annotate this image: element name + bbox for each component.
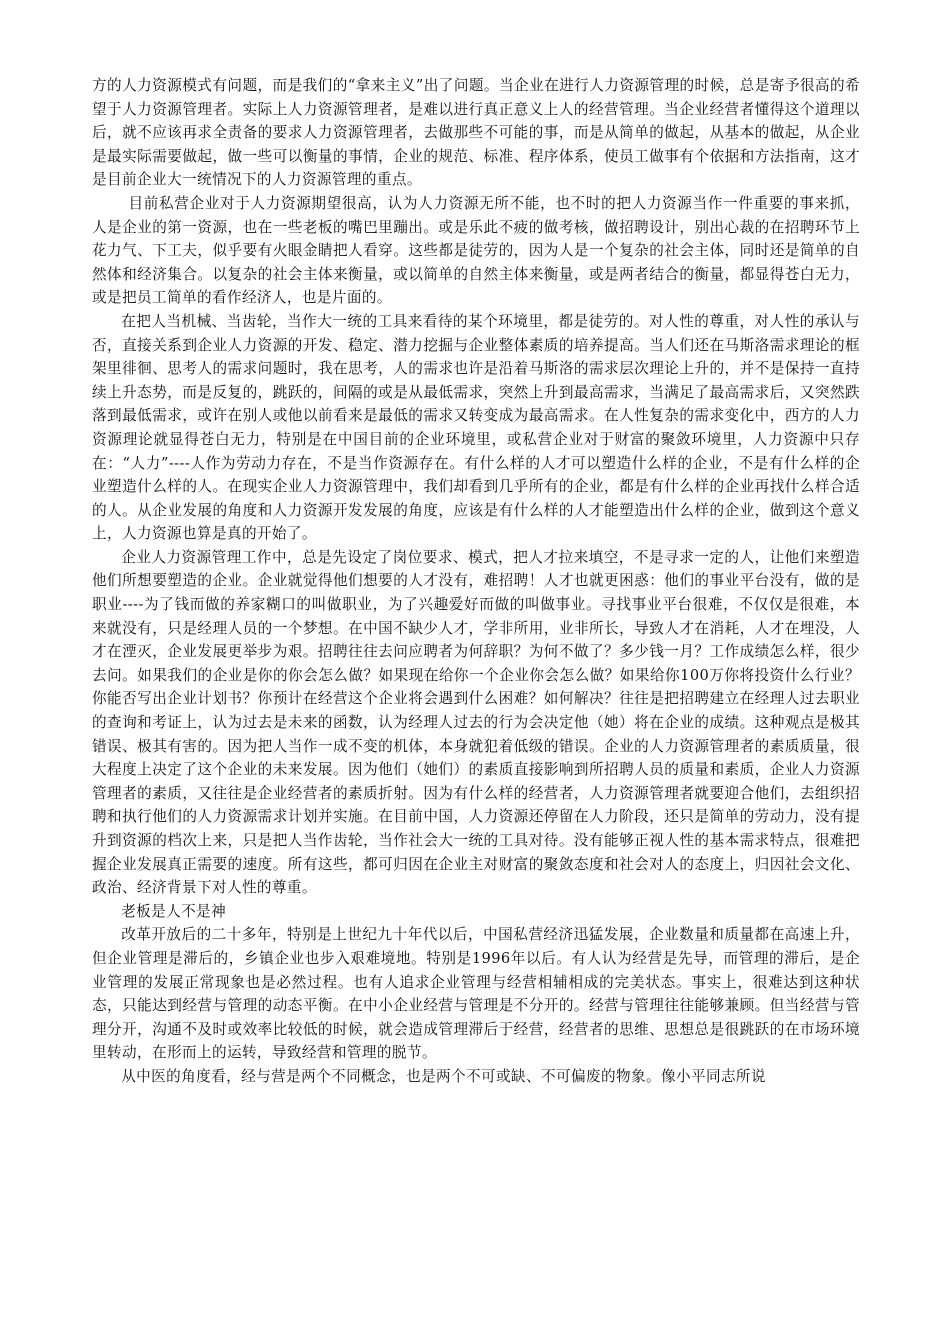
- paragraph-5: 改革开放后的二十多年，特别是上世纪九十年代以后，中国私营经济迅猛发展，企业数量和质量都在高速上升，但企业管理是滞后的，乡镇企业也步入艰难境地。特别是1996年以后。有人认为经营是先导，而管理的滞后，是企业管理的发展正常现象也是必然过程。也有人追求企业管理与经营相辅相成的完美状态。事实上，很难达到这种状态，只能达到经营与管理的动态平衡。在中小企业经营与管理是不分开的。经营与管理往往能够兼顾。但当经营与管理分开，沟通不及时或效率比较低的时候，就会造成管理滞后于经营，经营者的思维、思想总是很跳跃的在市场环境里转动，在形而上的运转，导致经营和管理的脱节。: [92, 926, 860, 1062]
- paragraph-3: 在把人当机械、当齿轮，当作大一统的工具来看待的某个环境里，都是徒劳的。对人性的尊重，对人性的承认与否，直接关系到企业人力资源的开发、稳定、潜力挖掘与企业整体素质的培养提高。当人们还在马斯洛需求理论的框架里徘徊、思考人的需求问题时，我在思考，人的需求也许是沿着马斯洛的需求层次理论上升的，并不是保持一直持续上升态势，而是反复的，跳跃的，间隔的或是从最低需求，突然上升到最高需求，当满足了最高需求后，又突然跌落到最低需求，或许在别人或他以前看来是最低的需求又转变成为最高需求。在人性复杂的需求变化中，西方的人力资源理论就显得苍白无力，特别是在中国目前的企业环境里，或私营企业对于财富的聚敛环境里，人力资源中只存在：“人力”----人作为劳动力存在，不是当作资源存在。有什么样的人才可以塑造什么样的企业，不是有什么样的企业塑造什么样的人。在现实企业人力资源管理中，我们却看到几乎所有的企业，都是有什么样的企业再找什么样合适的人。从企业发展的角度和人力资源开发发展的角度，应该是有什么样的人才能塑造出什么样的企业，做到这个意义上，人力资源也算是真的开始了。: [92, 312, 860, 543]
- paragraph-4: 企业人力资源管理工作中，总是先设定了岗位要求、模式，把人才拉来填空，不是寻求一定的人，让他们来塑造他们所想要塑造的企业。企业就觉得他们想要的人才没有，难招聘！人才也就更困惑：他们的事业平台没有，做的是职业----为了钱而做的养家糊口的叫做职业，为了兴趣爱好而做的叫做事业。寻找事业平台很难，不仅仅是很难，本来就没有，只是经理人员的一个梦想。在中国不缺少人才，学非所用，业非所长，导致人才在消耗，人才在埋没，人才在湮灭，企业发展更举步为艰。招聘往往去问应聘者为何辞职？为何不做了？多少钱一月？工作成绩怎么样，很少去问。如果我们的企业是你的你会怎么做？如果现在给你一个企业你会怎么做？如果给你100万你将投资什么行业？你能否写出企业计划书？你预计在经营这个企业将会遇到什么困难？如何解决？往往是把招聘建立在经理人过去职业的查询和考证上，认为过去是未来的函数，认为经理人过去的行为会决定他（她）将在企业的成绩。这种观点是极其错误、极其有害的。因为把人当作一成不变的机体，本身就犯着低级的错误。企业的人力资源管理者的素质质量，很大程度上决定了这个企业的未来发展。因为他们（她们）的素质直接影响到所招聘人员的质量和素质，企业人力资源管理者的素质，又往往是企业经营者的素质折射。因为有什么样的经营者，人力资源管理者就要迎合他们，去组织招聘和执行他们的人力资源需求计划并实施。在目前中国，人力资源还停留在人力阶段，还只是简单的劳动力，没有提升到资源的档次上来，只是把人当作齿轮，当作社会大一统的工具对待。没有能够正视人性的基本需求特点，很难把握企业发展真正需要的速度。所有这些，都可归因在企业主对财富的聚敛态度和社会对人的态度上，归因社会文化、政治、经济背景下对人性的尊重。: [92, 548, 860, 897]
- paragraph-1: 方的人力资源模式有问题，而是我们的“拿来主义”出了问题。当企业在进行人力资源管理的时候，总是寄予很高的希望于人力资源管理者。实际上人力资源管理者，是难以进行真正意义上人的经营管理。当企业经营者懂得这个道理以后，就不应该再求全责备的要求人力资源管理者，去做那些不可能的事，而是从简单的做起，从基本的做起，从企业是最实际需要做起，做一些可以衡量的事情，企业的规范、标准、程序体系，使员工做事有个依据和方法指南，这才是目前企业大一统情况下的人力资源管理的重点。: [92, 77, 860, 189]
- section-heading: 老板是人不是神: [121, 902, 227, 920]
- paragraph-2: 目前私营企业对于人力资源期望很高，认为人力资源无所不能，也不时的把人力资源当作一件重要的事来抓，人是企业的第一资源，也在一些老板的嘴巴里蹦出。或是乐此不疲的做考核，做招聘设计，别出心裁的在招聘环节上花力气、下工夫，似乎要有火眼金睛把人看穿。这些都是徒劳的，因为人是一个复杂的社会主体，同时还是简单的自然体和经济集合。以复杂的社会主体来衡量，或以简单的自然主体来衡量，或是两者结合的衡量，都显得苍白无力，或是把员工简单的看作经济人，也是片面的。: [92, 194, 860, 307]
- paragraph-6: 从中医的角度看，经与营是两个不同概念，也是两个不可或缺、不可偏废的物象。像小平同志所说: [121, 1067, 766, 1085]
- document-page: [92, 74, 860, 1089]
